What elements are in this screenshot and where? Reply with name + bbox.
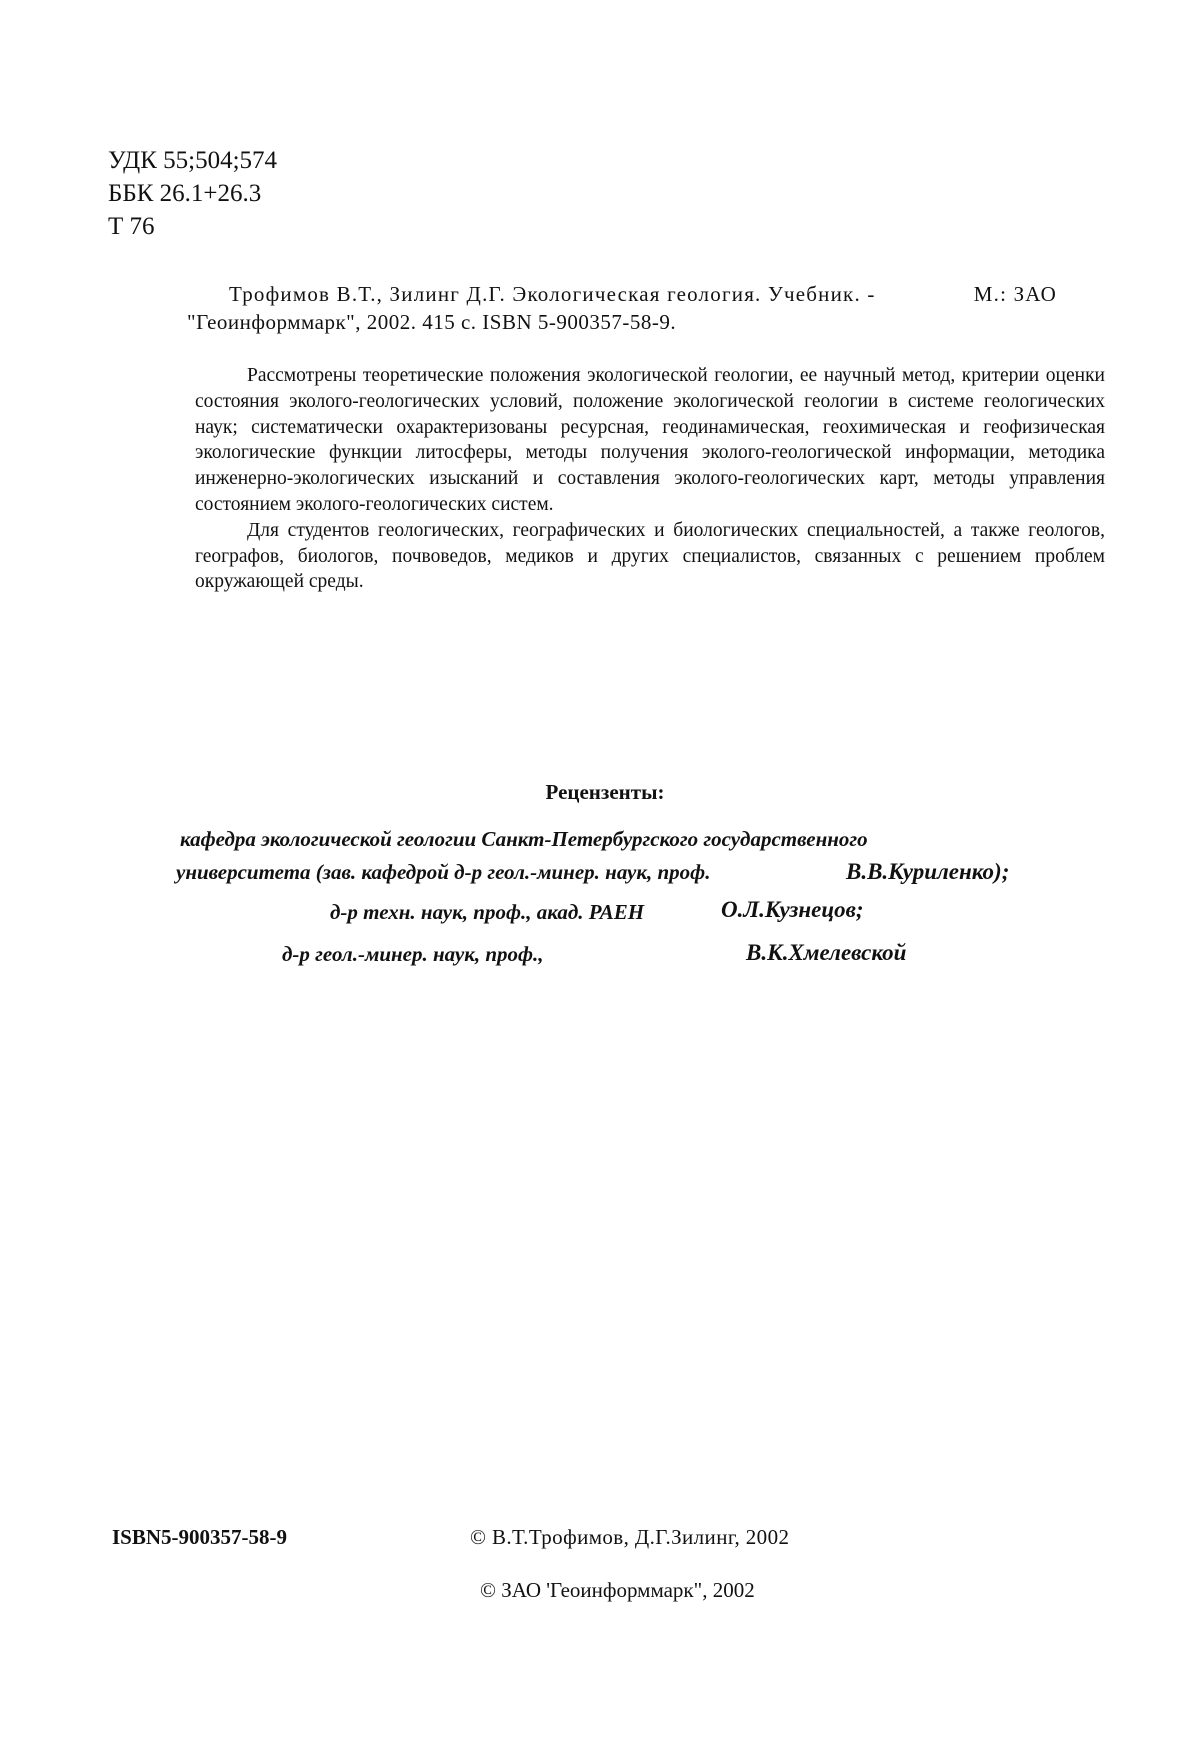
reviewers-heading: Рецензенты: (545, 780, 665, 804)
copyright-authors: © В.Т.Трофимов, Д.Г.Зилинг, 2002 (470, 1525, 790, 1549)
udk-code: УДК 55;504;574 (108, 147, 278, 174)
bibliographic-line-2: "Геоинформмарк", 2002. 415 с. ISBN 5-900357-58-9. (187, 310, 677, 334)
reviewer-2-credentials: д-р техн. наук, проф., акад. РАЕН (330, 900, 645, 924)
abstract-paragraph: Рассмотрены теоретические положения экологической геологии, ее научный метод, критерии оценки состояния эколого-геологических условий, положение экологической геологии в системе геологических наук; систематически охарактеризованы ресурсная, геодинамическая, геохимическая и геофизическая экологические функции литосферы, методы получения эколого-геологической информации, методика инженерно-экологических изысканий и составления эколого-геологических карт, методы управления состоянием эколого-геологических систем. (195, 365, 1105, 515)
bibliographic-publisher-city: М.: ЗАО (973, 282, 1057, 306)
copyright-publisher: © ЗАО 'Геоинформмарк", 2002 (480, 1578, 755, 1602)
bbk-code: ББК 26.1+26.3 (108, 180, 262, 207)
bibliographic-authors-title: Трофимов В.Т., Зилинг Д.Г. Экологическая геология. Учебник. - (229, 282, 876, 306)
bibliographic-line-1 (187, 280, 1057, 308)
isbn-number: ISBN5-900357-58-9 (112, 1525, 288, 1549)
author-mark: Т 76 (108, 213, 155, 240)
reviewer-1-affiliation-line-2: университета (зав. кафедрой д-р геол.-минер. наук, проф. (176, 860, 711, 884)
bibliographic-record (187, 280, 1057, 336)
reviewer-1-affiliation-line-1: кафедра экологической геологии Санкт-Петербургского государственного (180, 827, 868, 851)
abstract (195, 363, 1105, 595)
classification-codes (108, 144, 277, 243)
reviewer-3-name: В.К.Хмелевской (746, 940, 907, 965)
reviewer-1-name: В.В.Куриленко); (846, 859, 1010, 884)
reviewer-2-name: О.Л.Кузнецов; (721, 897, 864, 922)
reviewer-3-credentials: д-р геол.-минер. наук, проф., (282, 942, 544, 966)
abstract-paragraph: Для студентов геологических, географических и биологических специальностей, а также геологов, географов, биологов, почвоведов, медиков и других специалистов, связанных с решением проблем окружающей среды. (195, 519, 1105, 593)
